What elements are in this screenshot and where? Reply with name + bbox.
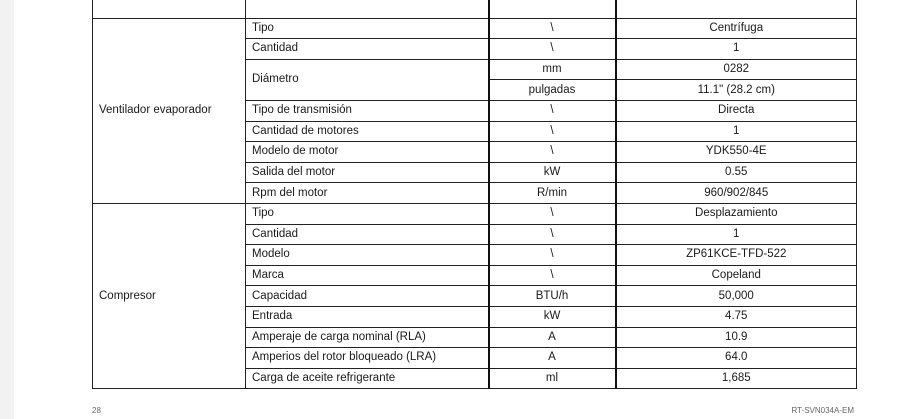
unit-cell: \ (489, 245, 616, 266)
unit-cell: kW (489, 162, 616, 183)
param-cell (246, 0, 489, 18)
page-margin-strip (0, 0, 14, 419)
unit-cell: \ (489, 265, 616, 286)
param-cell: Diámetro (246, 59, 489, 100)
value-cell: Centrífuga (616, 18, 857, 39)
value-cell: 0282 (616, 59, 857, 80)
param-cell: Salida del motor (246, 162, 489, 183)
param-cell: Rpm del motor (246, 183, 489, 204)
param-cell: Amperaje de carga nominal (RLA) (246, 327, 489, 348)
group-label-compressor: Compresor (93, 203, 246, 388)
table-row (93, 0, 857, 18)
unit-cell: mm (489, 59, 616, 80)
value-cell: 1 (616, 224, 857, 245)
value-cell: YDK550-4E (616, 142, 857, 163)
param-cell: Modelo de motor (246, 142, 489, 163)
unit-cell: \ (489, 203, 616, 224)
value-cell: 10.9 (616, 327, 857, 348)
value-cell: Desplazamiento (616, 203, 857, 224)
param-cell: Tipo (246, 203, 489, 224)
value-cell: 11.1" (28.2 cm) (616, 80, 857, 101)
value-cell (616, 0, 857, 18)
param-cell: Cantidad (246, 39, 489, 60)
param-cell: Marca (246, 265, 489, 286)
value-cell: 1 (616, 121, 857, 142)
table-row (93, 18, 857, 39)
value-cell: 960/902/845 (616, 183, 857, 204)
param-cell: Capacidad (246, 286, 489, 307)
unit-cell: \ (489, 142, 616, 163)
unit-cell: R/min (489, 183, 616, 204)
value-cell: 64.0 (616, 348, 857, 369)
unit-cell: kW (489, 306, 616, 327)
param-cell: Cantidad (246, 224, 489, 245)
unit-cell: \ (489, 224, 616, 245)
unit-cell: ml (489, 368, 616, 389)
document-code: RT-SVN034A-EM (791, 406, 854, 415)
value-cell: ZP61KCE-TFD-522 (616, 245, 857, 266)
unit-cell: A (489, 348, 616, 369)
param-cell: Cantidad de motores (246, 121, 489, 142)
value-cell: 50,000 (616, 286, 857, 307)
value-cell: 0.55 (616, 162, 857, 183)
group-label-evaporator-fan: Ventilador evaporador (93, 18, 246, 203)
unit-cell: \ (489, 39, 616, 60)
value-cell: 1,685 (616, 368, 857, 389)
unit-cell: pulgadas (489, 80, 616, 101)
unit-cell: A (489, 327, 616, 348)
value-cell: 1 (616, 39, 857, 60)
unit-cell: \ (489, 121, 616, 142)
param-cell: Tipo (246, 18, 489, 39)
value-cell: 4.75 (616, 306, 857, 327)
param-cell: Tipo de transmisión (246, 100, 489, 121)
param-cell: Modelo (246, 245, 489, 266)
page-number: 28 (92, 406, 101, 415)
unit-cell (489, 0, 616, 18)
unit-cell: \ (489, 18, 616, 39)
param-cell: Carga de aceite refrigerante (246, 368, 489, 389)
param-cell: Entrada (246, 306, 489, 327)
unit-cell: BTU/h (489, 286, 616, 307)
table-row (93, 203, 857, 224)
value-cell: Copeland (616, 265, 857, 286)
unit-cell: \ (489, 100, 616, 121)
param-cell: Amperios del rotor bloqueado (LRA) (246, 348, 489, 369)
group-label-cell (93, 0, 246, 18)
spec-table (92, 0, 857, 389)
value-cell: Directa (616, 100, 857, 121)
